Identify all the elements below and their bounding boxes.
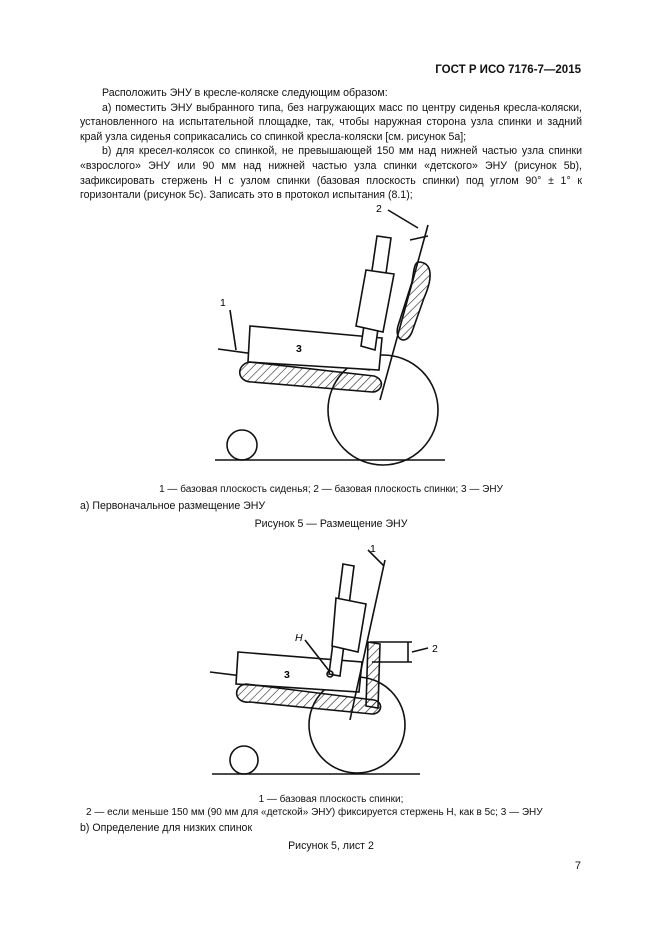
figure-5b-legend-1: 1 — базовая плоскость спинки; bbox=[258, 794, 404, 805]
label-3-a: 3 bbox=[296, 343, 302, 355]
document-id: ГОСТ Р ИСО 7176-7—2015 bbox=[435, 64, 581, 76]
figure-5a-drawing bbox=[0, 195, 661, 475]
figure-5b-drawing bbox=[0, 545, 661, 785]
body-text bbox=[80, 86, 582, 203]
back-cushion-b bbox=[366, 642, 380, 708]
figure-5a-title: Рисунок 5 — Размещение ЭНУ bbox=[254, 518, 408, 530]
figure-5b-legend-2: 2 — если меньше 150 мм (90 мм для «детской» ЭНУ) фиксируется стержень H, как в 5c; 3 — ЭНУ bbox=[86, 807, 543, 818]
label-1-a: 1 bbox=[220, 297, 226, 309]
figure-5a-subcaption: a) Первоначальное размещение ЭНУ bbox=[80, 500, 266, 512]
caster-wheel-a bbox=[227, 430, 257, 460]
caster-wheel-b bbox=[230, 746, 258, 774]
page-number: 7 bbox=[574, 860, 581, 872]
back-cushion-a bbox=[397, 262, 430, 340]
label-1-b: 1 bbox=[370, 545, 376, 555]
figure-5b-title: Рисунок 5, лист 2 bbox=[288, 840, 374, 852]
rear-wheel-a bbox=[328, 355, 438, 465]
label-2-b: 2 bbox=[432, 643, 438, 655]
figure-5b-subcaption: b) Определение для низких спинок bbox=[80, 822, 253, 834]
figure-5a-legend: 1 — базовая плоскость сиденья; 2 — базовая плоскость спинки; 3 — ЭНУ bbox=[159, 484, 503, 495]
label-2-a: 2 bbox=[376, 203, 382, 215]
label-3-b: 3 bbox=[284, 669, 290, 681]
paragraph-b: b) для кресел-колясок со спинкой, не превышающей 150 мм над нижней частью узла спинки «взрослого» ЭНУ или 90 мм над нижней частью узла спинки «детского» ЭНУ (рисунок 5b), зафиксировать стержень H с узлом спинки (базовая плоскость спинки) под углом 90° ± 1° к горизонтали (рисунок 5c). Записать это в протокол испытания (8.1); bbox=[80, 145, 582, 202]
label-h-b: H bbox=[295, 632, 303, 644]
paragraph-intro: Расположить ЭНУ в кресле-коляске следующим образом: bbox=[102, 87, 388, 99]
paragraph-a: a) поместить ЭНУ выбранного типа, без нагружающих масс по центру сиденья кресла-коляски, установленного на испытательной площадке, так, чтобы наружная сторона узла спинки и задний край узла сиденья соприкасались со спинкой кресла-коляски [см. рисунок 5a]; bbox=[80, 101, 582, 143]
